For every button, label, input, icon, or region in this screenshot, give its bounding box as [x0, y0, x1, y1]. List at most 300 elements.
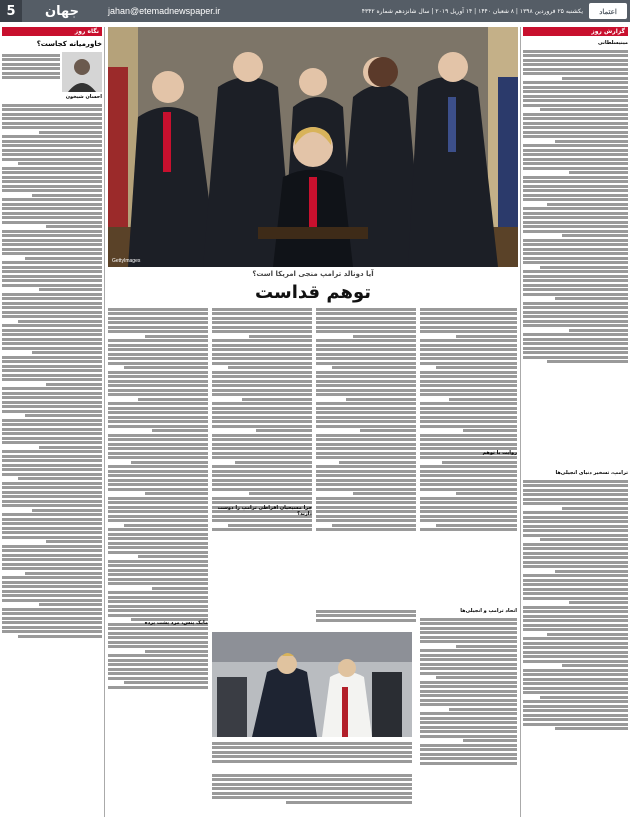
- text-line: [420, 622, 517, 625]
- text-line: [523, 520, 628, 523]
- text-line: [212, 528, 312, 531]
- text-line: [420, 380, 517, 383]
- text-line: [2, 176, 102, 179]
- text-line: [2, 261, 102, 264]
- text-line: [212, 760, 412, 763]
- text-line: [420, 627, 517, 630]
- photo-caption: [212, 740, 412, 770]
- text-line: [2, 117, 102, 120]
- text-line: [108, 569, 208, 572]
- text-line: [2, 284, 102, 287]
- text-line: [523, 705, 628, 708]
- text-line: [108, 564, 208, 567]
- text-line: [523, 279, 628, 282]
- report-body-2: [523, 478, 628, 817]
- text-line: [420, 362, 517, 365]
- text-line: [2, 315, 102, 318]
- text-line: [212, 357, 312, 360]
- text-line: [212, 501, 312, 504]
- article-col-1: [420, 306, 517, 606]
- text-line: [2, 387, 102, 390]
- text-line: [316, 362, 416, 365]
- text-line: [523, 167, 628, 170]
- text-line: [212, 452, 312, 455]
- text-line: [2, 522, 102, 525]
- text-line: [212, 787, 412, 790]
- text-line: [212, 375, 312, 378]
- text-line: [108, 488, 208, 491]
- text-line: [316, 411, 416, 414]
- text-line: [523, 687, 628, 690]
- text-line: [2, 149, 102, 152]
- text-line: [562, 77, 628, 80]
- text-line: [108, 452, 208, 455]
- text-line: [2, 536, 102, 539]
- text-line: [555, 297, 629, 300]
- text-line: [2, 302, 102, 305]
- text-line: [420, 465, 517, 468]
- text-line: [212, 465, 312, 468]
- text-line: [2, 360, 102, 363]
- report-author: مینیسلطانی: [597, 40, 628, 46]
- text-line: [456, 492, 517, 495]
- text-line: [420, 515, 517, 518]
- text-line: [540, 108, 628, 111]
- text-line: [523, 628, 628, 631]
- text-line: [2, 153, 102, 156]
- text-line: [523, 493, 628, 496]
- text-line: [523, 642, 628, 645]
- text-line: [2, 545, 102, 548]
- text-line: [212, 411, 312, 414]
- text-line: [39, 288, 102, 291]
- text-line: [420, 649, 517, 652]
- text-line: [316, 438, 416, 441]
- text-line: [2, 180, 102, 183]
- text-line: [523, 68, 628, 71]
- text-line: [463, 739, 517, 742]
- text-line: [316, 447, 416, 450]
- text-line: [523, 723, 628, 726]
- text-line: [2, 599, 102, 602]
- text-line: [523, 610, 628, 613]
- text-line: [2, 243, 102, 246]
- text-line: [108, 425, 208, 428]
- text-line: [523, 498, 628, 501]
- text-line: [2, 108, 102, 111]
- text-line: [523, 99, 628, 102]
- text-line: [108, 641, 208, 644]
- text-line: [523, 225, 628, 228]
- text-line: [456, 645, 517, 648]
- text-line: [569, 329, 628, 332]
- text-line: [2, 392, 102, 395]
- text-line: [523, 126, 628, 129]
- text-line: [108, 609, 208, 612]
- text-line: [212, 312, 312, 315]
- text-line: [2, 279, 102, 282]
- text-line: [212, 393, 312, 396]
- article-subhead-3: مایک پنس، مرد پشت پرده: [144, 620, 208, 626]
- text-line: [316, 515, 416, 518]
- text-line: [2, 441, 102, 444]
- text-line: [523, 324, 628, 327]
- text-line: [108, 506, 208, 509]
- article-col-6: [420, 616, 517, 817]
- text-line: [2, 144, 102, 147]
- text-line: [420, 618, 517, 621]
- text-line: [2, 122, 102, 125]
- text-line: [256, 429, 312, 432]
- text-line: [523, 556, 628, 559]
- text-line: [2, 527, 102, 530]
- text-line: [420, 699, 517, 702]
- text-line: [420, 371, 517, 374]
- text-line: [420, 510, 517, 513]
- text-line: [523, 230, 628, 233]
- text-line: [212, 470, 312, 473]
- text-line: [316, 479, 416, 482]
- text-line: [523, 597, 628, 600]
- text-line: [2, 324, 102, 327]
- headline: توهم قداست: [254, 282, 371, 303]
- text-line: [2, 248, 102, 251]
- text-line: [138, 398, 208, 401]
- text-line: [212, 339, 312, 342]
- text-line: [108, 627, 208, 630]
- text-line: [2, 347, 102, 350]
- text-line: [316, 610, 416, 613]
- text-line: [212, 348, 312, 351]
- text-line: [339, 461, 416, 464]
- text-line: [2, 401, 102, 404]
- text-line: [523, 275, 628, 278]
- text-line: [108, 542, 208, 545]
- author-photo: [62, 52, 102, 92]
- text-line: [420, 654, 517, 657]
- text-line: [523, 212, 628, 215]
- text-line: [2, 58, 60, 61]
- text-line: [316, 312, 416, 315]
- text-line: [523, 117, 628, 120]
- text-line: [2, 63, 60, 66]
- text-line: [316, 393, 416, 396]
- text-line: [108, 339, 208, 342]
- text-line: [540, 696, 628, 699]
- text-line: [2, 563, 102, 566]
- text-line: [108, 330, 208, 333]
- text-line: [420, 488, 517, 491]
- text-line: [2, 72, 60, 75]
- text-line: [108, 411, 208, 414]
- text-line: [332, 366, 416, 369]
- text-line: [523, 81, 628, 84]
- text-line: [108, 438, 208, 441]
- text-line: [523, 162, 628, 165]
- text-line: [145, 335, 208, 338]
- text-line: [2, 554, 102, 557]
- text-line: [249, 492, 312, 495]
- text-line: [523, 252, 628, 255]
- text-line: [108, 380, 208, 383]
- text-line: [420, 694, 517, 697]
- photo-credit: GettyImages: [112, 258, 141, 264]
- text-line: [286, 801, 412, 804]
- text-line: [108, 483, 208, 486]
- text-line: [316, 510, 416, 513]
- text-line: [523, 243, 628, 246]
- text-line: [18, 162, 102, 165]
- text-line: [212, 456, 312, 459]
- text-line: [555, 727, 629, 730]
- text-line: [316, 465, 416, 468]
- article-subhead-4: اتحاد ترامپ و انجیلی‌ها: [460, 608, 517, 614]
- text-line: [2, 612, 102, 615]
- text-line: [420, 339, 517, 342]
- opinion-body-top: [2, 52, 60, 92]
- text-line: [523, 293, 628, 296]
- text-line: [420, 658, 517, 661]
- text-line: [212, 317, 312, 320]
- text-line: [212, 308, 312, 311]
- text-line: [523, 342, 628, 345]
- text-line: [152, 429, 208, 432]
- text-line: [2, 518, 102, 521]
- text-line: [523, 158, 628, 161]
- text-line: [555, 570, 629, 573]
- text-line: [420, 456, 517, 459]
- text-line: [316, 614, 416, 617]
- text-line: [2, 252, 102, 255]
- text-line: [2, 576, 102, 579]
- text-line: [2, 437, 102, 440]
- text-line: [2, 410, 102, 413]
- text-line: [2, 590, 102, 593]
- headline-kicker: آیا دونالد ترامپ منجی امریکا است؟: [252, 270, 374, 278]
- text-line: [523, 682, 628, 685]
- text-line: [420, 690, 517, 693]
- text-line: [523, 691, 628, 694]
- article-subhead-2: چرا مسیحیان افراطی ترامپ را دوست دارند؟: [217, 505, 312, 517]
- text-line: [2, 212, 102, 215]
- text-line: [124, 524, 208, 527]
- text-line: [523, 63, 628, 66]
- text-line: [2, 171, 102, 174]
- article-col-4: [108, 306, 208, 817]
- text-line: [2, 482, 102, 485]
- text-line: [353, 335, 416, 338]
- page-header: [0, 0, 630, 22]
- text-line: [108, 533, 208, 536]
- text-line: [2, 104, 102, 107]
- text-line: [420, 681, 517, 684]
- main-photo: [108, 27, 518, 267]
- column-divider: [104, 27, 105, 817]
- report-body: [523, 48, 628, 468]
- section-title: جهان: [45, 3, 79, 19]
- text-line: [2, 369, 102, 372]
- text-line: [108, 474, 208, 477]
- text-line: [2, 198, 102, 201]
- text-line: [108, 407, 208, 410]
- text-line: [212, 497, 312, 500]
- text-line: [2, 221, 102, 224]
- text-line: [2, 203, 102, 206]
- text-line: [212, 792, 412, 795]
- text-line: [523, 144, 628, 147]
- text-line: [420, 389, 517, 392]
- text-line: [2, 234, 102, 237]
- page-number: 5: [0, 0, 22, 22]
- text-line: [523, 484, 628, 487]
- text-line: [523, 270, 628, 273]
- section-email: jahan@etemadnewspaper.ir: [108, 6, 221, 16]
- text-line: [523, 489, 628, 492]
- text-line: [420, 636, 517, 639]
- text-line: [420, 407, 517, 410]
- text-line: [420, 717, 517, 720]
- text-line: [523, 311, 628, 314]
- secondary-photo: [212, 632, 412, 737]
- opinion-title: خاورمیانه کجاست؟: [36, 40, 102, 48]
- text-line: [420, 321, 517, 324]
- text-line: [32, 509, 102, 512]
- text-line: [316, 474, 416, 477]
- text-line: [420, 438, 517, 441]
- text-line: [2, 126, 102, 129]
- text-line: [212, 755, 412, 758]
- text-line: [212, 474, 312, 477]
- text-line: [2, 185, 102, 188]
- opinion-tag: نگاه روز: [2, 27, 102, 36]
- text-line: [523, 131, 628, 134]
- text-line: [108, 677, 208, 680]
- text-line: [420, 402, 517, 405]
- text-line: [212, 353, 312, 356]
- text-line: [212, 742, 412, 745]
- text-line: [523, 502, 628, 505]
- text-line: [442, 461, 517, 464]
- text-line: [523, 104, 628, 107]
- text-line: [212, 519, 312, 522]
- text-line: [420, 685, 517, 688]
- text-line: [2, 356, 102, 359]
- text-line: [2, 549, 102, 552]
- text-line: [108, 447, 208, 450]
- text-line: [420, 497, 517, 500]
- text-line: [420, 663, 517, 666]
- text-line: [420, 726, 517, 729]
- text-line: [25, 257, 102, 260]
- text-line: [420, 735, 517, 738]
- opinion-author: احسان شیخون: [65, 94, 102, 100]
- text-line: [108, 519, 208, 522]
- text-line: [456, 335, 517, 338]
- text-line: [569, 171, 628, 174]
- text-line: [523, 637, 628, 640]
- text-line: [316, 619, 416, 622]
- text-line: [316, 470, 416, 473]
- text-line: [420, 748, 517, 751]
- text-line: [2, 275, 102, 278]
- text-line: [2, 513, 102, 516]
- text-line: [108, 537, 208, 540]
- text-line: [212, 416, 312, 419]
- text-line: [316, 375, 416, 378]
- text-line: [420, 411, 517, 414]
- text-line: [212, 746, 412, 749]
- article-col-2: [316, 306, 416, 606]
- text-line: [562, 234, 628, 237]
- text-line: [108, 443, 208, 446]
- text-line: [2, 495, 102, 498]
- article-col-5: [316, 608, 416, 630]
- text-line: [108, 510, 208, 513]
- text-line: [212, 407, 312, 410]
- text-line: [2, 297, 102, 300]
- text-line: [523, 113, 628, 116]
- text-line: [523, 678, 628, 681]
- text-line: [108, 515, 208, 518]
- text-line: [420, 672, 517, 675]
- text-line: [2, 216, 102, 219]
- text-line: [108, 596, 208, 599]
- text-line: [420, 528, 517, 531]
- text-line: [2, 189, 102, 192]
- text-line: [242, 398, 312, 401]
- text-line: [547, 360, 628, 363]
- text-line: [420, 667, 517, 670]
- text-line: [420, 479, 517, 482]
- text-line: [108, 654, 208, 657]
- text-line: [212, 321, 312, 324]
- text-line: [2, 608, 102, 611]
- text-line: [420, 506, 517, 509]
- text-line: [316, 321, 416, 324]
- text-line: [249, 335, 312, 338]
- text-line: [523, 333, 628, 336]
- text-line: [523, 718, 628, 721]
- main-photo-illustration: [108, 27, 518, 267]
- text-line: [145, 650, 208, 653]
- text-line: [523, 579, 628, 582]
- text-line: [523, 288, 628, 291]
- text-line: [420, 312, 517, 315]
- issue-date: یکشنبه ۲۵ فروردین ۱۳۹۸ | ۸ شعبان ۱۴۴۰ | ۱۴ آوریل ۲۰۱۹ | سال شانزدهم شماره ۴۳۴۲: [361, 7, 583, 15]
- text-line: [124, 366, 208, 369]
- text-line: [316, 330, 416, 333]
- text-line: [2, 396, 102, 399]
- text-line: [316, 339, 416, 342]
- text-line: [316, 326, 416, 329]
- author-avatar-icon: [62, 52, 102, 92]
- text-line: [108, 573, 208, 576]
- text-line: [108, 384, 208, 387]
- text-line: [108, 470, 208, 473]
- text-line: [523, 700, 628, 703]
- text-line: [547, 203, 628, 206]
- text-line: [108, 465, 208, 468]
- text-line: [420, 757, 517, 760]
- text-line: [2, 378, 102, 381]
- text-line: [523, 185, 628, 188]
- text-line: [316, 497, 416, 500]
- text-line: [108, 416, 208, 419]
- text-line: [420, 353, 517, 356]
- secondary-photo-illustration: [212, 632, 412, 737]
- text-line: [436, 366, 517, 369]
- text-line: [316, 344, 416, 347]
